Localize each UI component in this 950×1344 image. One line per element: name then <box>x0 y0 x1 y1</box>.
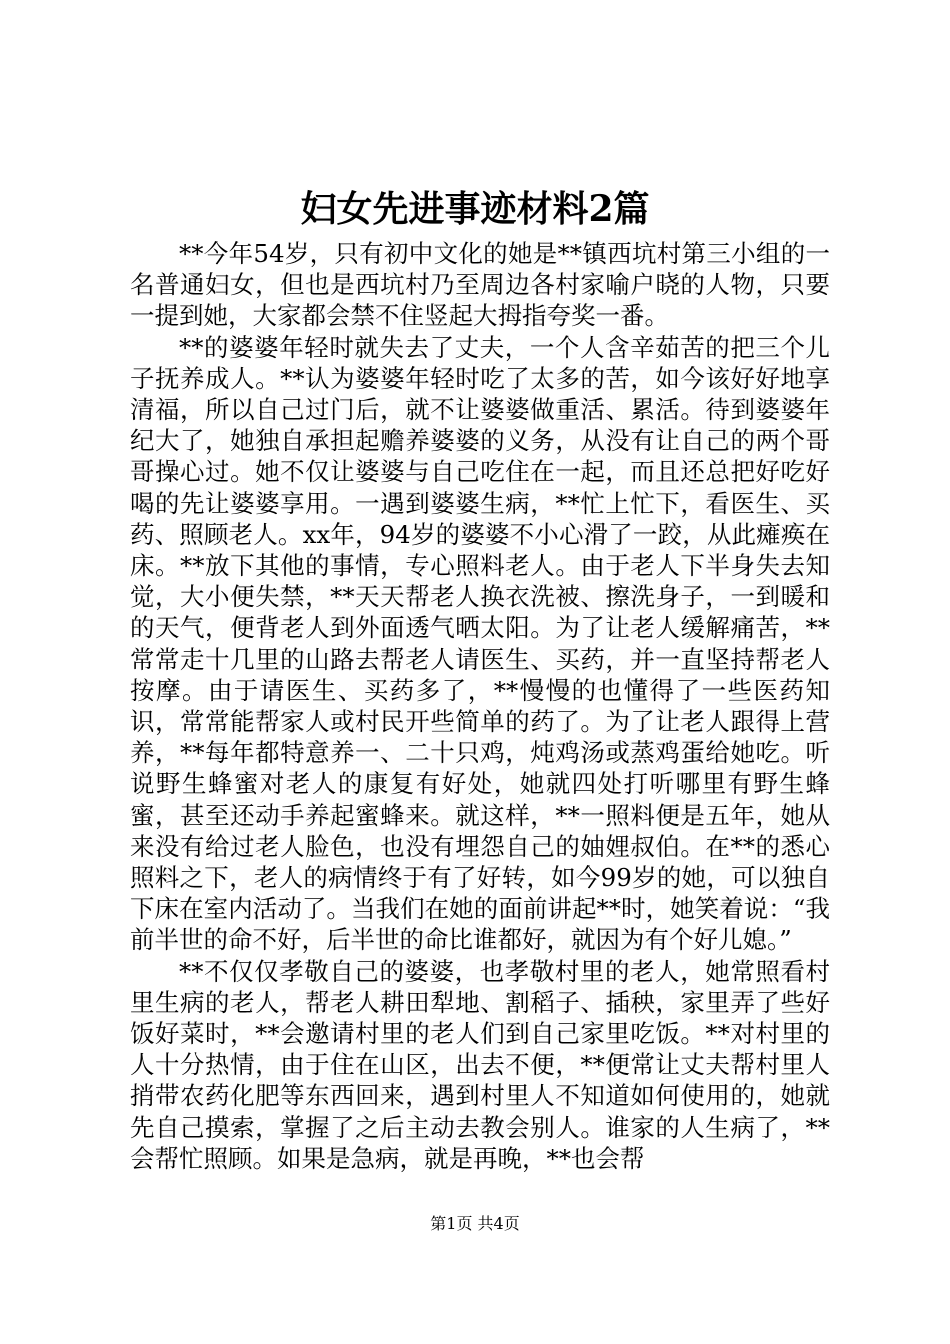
document-title: 妇女先进事迹材料2篇 <box>300 188 650 230</box>
paragraph-2: **的婆婆年轻时就失去了丈夫，一个人含辛茹苦的把三个儿子抚养成人。**认为婆婆年轻时吃了太多的苦，如今该好好地享清福，所以自己过门后，就不让婆婆做重活、累活。待到婆婆年纪大了，她独自承担起赡养婆婆的义务，从没有让自己的两个哥哥操心过。她不仅让婆婆与自己吃住在一起，而且还总把好吃好喝的先让婆婆享用。一遇到婆婆生病，**忙上忙下，看医生、买药、照顾老人。xx年，94岁的婆婆不小心滑了一跤，从此瘫痪在床。**放下其他的事情，专心照料老人。由于老人下半身失去知觉，大小便失禁，**天天帮老人换衣洗被、擦洗身子，一到暖和的天气，便背老人到外面透气晒太阳。为了让老人缓解痛苦，**常常走十几里的山路去帮老人请医生、买药，并一直坚持帮老人按摩。由于请医生、买药多了，**慢慢的也懂得了一些医药知识，常常能帮家人或村民开些简单的药了。为了让老人跟得上营养，**每年都特意养一、二十只鸡，炖鸡汤或蒸鸡蛋给她吃。听说野生蜂蜜对老人的康复有好处，她就四处打听哪里有野生蜂蜜，甚至还动手养起蜜蜂来。就这样，**一照料便是五年，她从来没有给过老人脸色，也没有埋怨自己的妯娌叔伯。在**的悉心照料之下，老人的病情终于有了好转，如今99岁的她，可以独自下床在室内活动了。当我们在她的面前讲起**时，她笑着说：“我前半世的命不好，后半世的命比谁都好，就因为有个好儿媳。” <box>130 332 830 955</box>
paragraph-3: **不仅仅孝敬自己的婆婆，也孝敬村里的老人，她常照看村里生病的老人，帮老人耕田犁地、割稻子、插秧，家里弄了些好饭好菜时，**会邀请村里的老人们到自己家里吃饭。**对村里的人十分热情，由于住在山区，出去不便，**便常让丈夫帮村里人捎带农药化肥等东西回来，遇到村里人不知道如何使用的，她就先自己摸索，掌握了之后主动去教会别人。谁家的人生病了，**会帮忙照顾。如果是急病，就是再晚，**也会帮 <box>130 956 830 1173</box>
page-footer <box>0 1214 950 1234</box>
document-body <box>130 238 830 1174</box>
paragraph-1: **今年54岁，只有初中文化的她是**镇西坑村第三小组的一名普通妇女，但也是西坑村乃至周边各村家喻户晓的人物，只要一提到她，大家都会禁不住竖起大拇指夸奖一番。 <box>130 239 830 331</box>
page-number-label: 第1页 共4页 <box>430 1214 520 1233</box>
